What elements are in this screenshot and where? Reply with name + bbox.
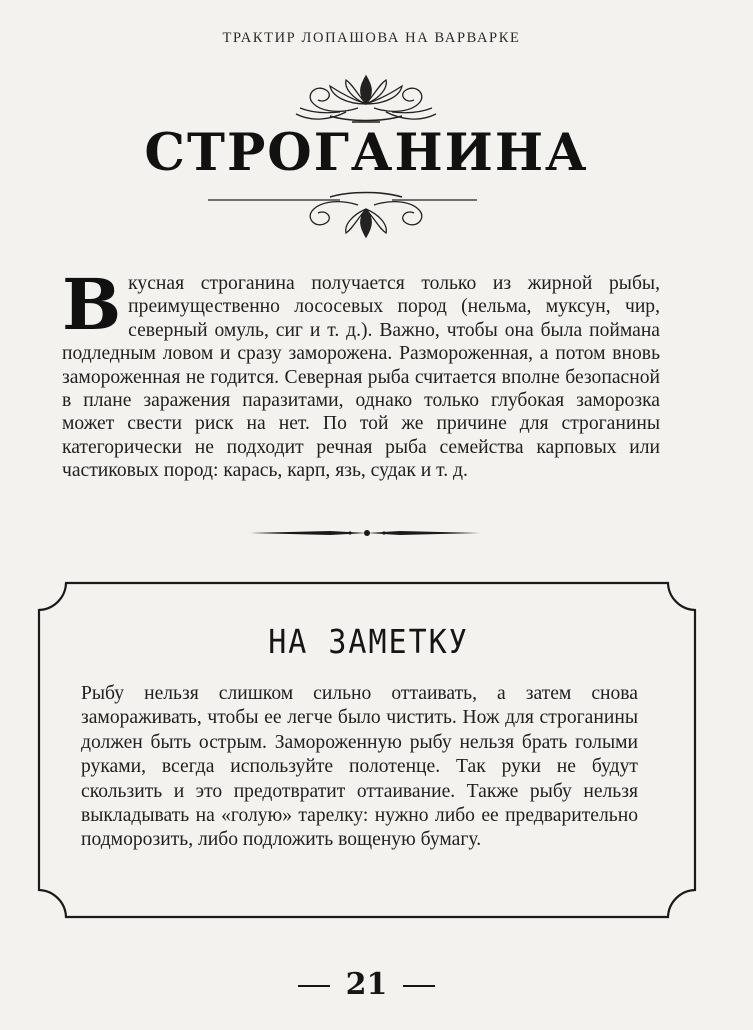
drop-cap: В [62, 263, 122, 346]
page-number-dash-right [403, 985, 435, 987]
note-title: НА ЗАМЕТКУ [268, 623, 469, 662]
article-body [62, 263, 660, 483]
page-number-value: 21 [345, 967, 388, 1002]
ornament-bottom-icon [0, 183, 753, 243]
running-header: ТРАКТИР ЛОПАШОВА НА ВАРВАРКЕ [222, 30, 521, 46]
page-title: СТРОГАНИНА [144, 123, 589, 183]
ornament-top-icon [0, 68, 753, 128]
note-text: Рыбу нельзя слишком сильно оттаивать, а затем снова замораживать, чтобы ее легче было чистить. Нож для строганины должен быть острым. Замороженную рыбу нельзя брать голыми руками, всегда используйте полотенце. Так руки не будут скользить и это предотвратит оттаивание. Также рыбу нельзя выкладывать на «голую» тарелку: нужно либо ее предварительно подморозить, либо подложить вощеную бумагу. [81, 683, 638, 851]
article-body-text: кусная строганина получается только из жирной рыбы, преимущественно лососевых пород (нельма, муксун, чир, северный омуль, сиг и т. д.). Важно, чтобы она была поймана подледным ловом и сразу заморожена. Размороженная, а потом вновь замороженная не годится. Северная рыба считается вполне безопасной в плане заражения паразитами, однако только глубокая заморозка может свести риск на нет. По той же причине для строганины категорически не подходит речная рыба семейства карповых или частиковых пород: карась, карп, язь, судак и т. д. [62, 273, 660, 482]
page-number-dash-left [298, 985, 330, 987]
section-divider [0, 523, 753, 543]
page-number [0, 967, 743, 1002]
